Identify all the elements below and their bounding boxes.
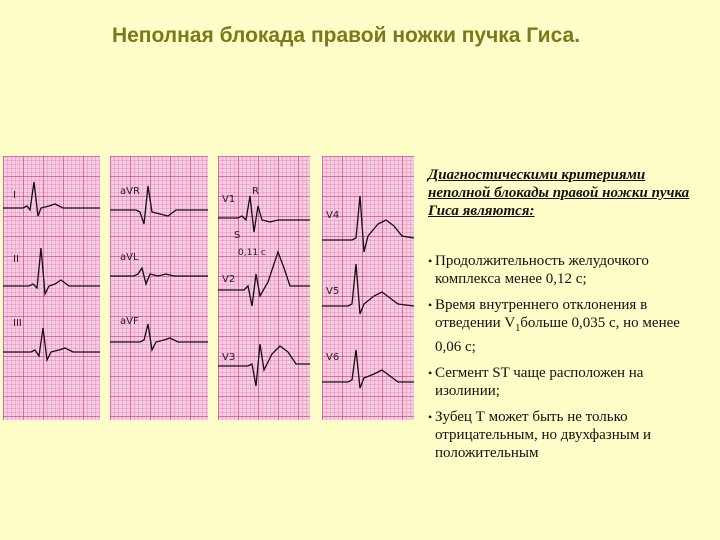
bullet-icon: • (428, 298, 433, 312)
lead-label-iii: III (13, 318, 22, 329)
criteria-item-3 (428, 364, 698, 400)
ecg-strip-augmented (110, 156, 208, 420)
lead-label-v1: V1 (222, 194, 236, 205)
ecg-strip-chest-a (218, 156, 310, 420)
wave-label-s: S (234, 230, 241, 241)
lead-label-v6: V6 (326, 352, 340, 363)
ecg-strip-limb (3, 156, 100, 420)
criteria-item-2 (428, 296, 698, 356)
bullet-icon: • (428, 410, 433, 424)
criteria-block (428, 166, 698, 470)
criteria-text-3: Сегмент ST чаще расположен на изолинии; (435, 365, 644, 399)
wave-label-r: R (252, 186, 259, 197)
ecg-strip-chest-b (322, 156, 414, 420)
lead-label-ii: II (13, 254, 19, 265)
lead-label-v5: V5 (326, 286, 340, 297)
ecg-image (0, 156, 420, 420)
lead-label-avf: aVF (120, 316, 139, 327)
criteria-text-2-sub: 1 (515, 323, 521, 334)
lead-label-v2: V2 (222, 274, 236, 285)
lead-label-v4: V4 (326, 210, 340, 221)
lead-label-avr: aVR (120, 186, 140, 197)
lead-label-v3: V3 (222, 352, 236, 363)
lead-label-i: I (13, 190, 16, 201)
criteria-text-4: Зубец Т может быть не только отрицательным, но двухфазным и положительным (435, 409, 652, 461)
lead-label-avl: aVL (120, 252, 139, 263)
slide-title: Неполная блокада правой ножки пучка Гиса. (111, 24, 581, 47)
criteria-text-2-head: Время внутреннего отклонения в отведении V (435, 297, 648, 331)
criteria-heading: Диагностическими критериями неполной блокады правой ножки пучка Гиса являются: (428, 167, 690, 219)
criteria-item-1 (428, 252, 698, 288)
bullet-icon: • (428, 254, 433, 268)
bullet-icon: • (428, 366, 433, 380)
criteria-item-4 (428, 408, 698, 462)
wave-label-interval: 0,11 c (238, 248, 266, 258)
criteria-text-1: Продолжительность желудочкого комплекса менее 0,12 с; (435, 253, 649, 287)
criteria-text-2-tail: больше 0,035 с, но менее 0,06 с; (435, 315, 680, 355)
ecg-trace-limb (3, 156, 100, 420)
criteria-text-2 (435, 296, 698, 356)
